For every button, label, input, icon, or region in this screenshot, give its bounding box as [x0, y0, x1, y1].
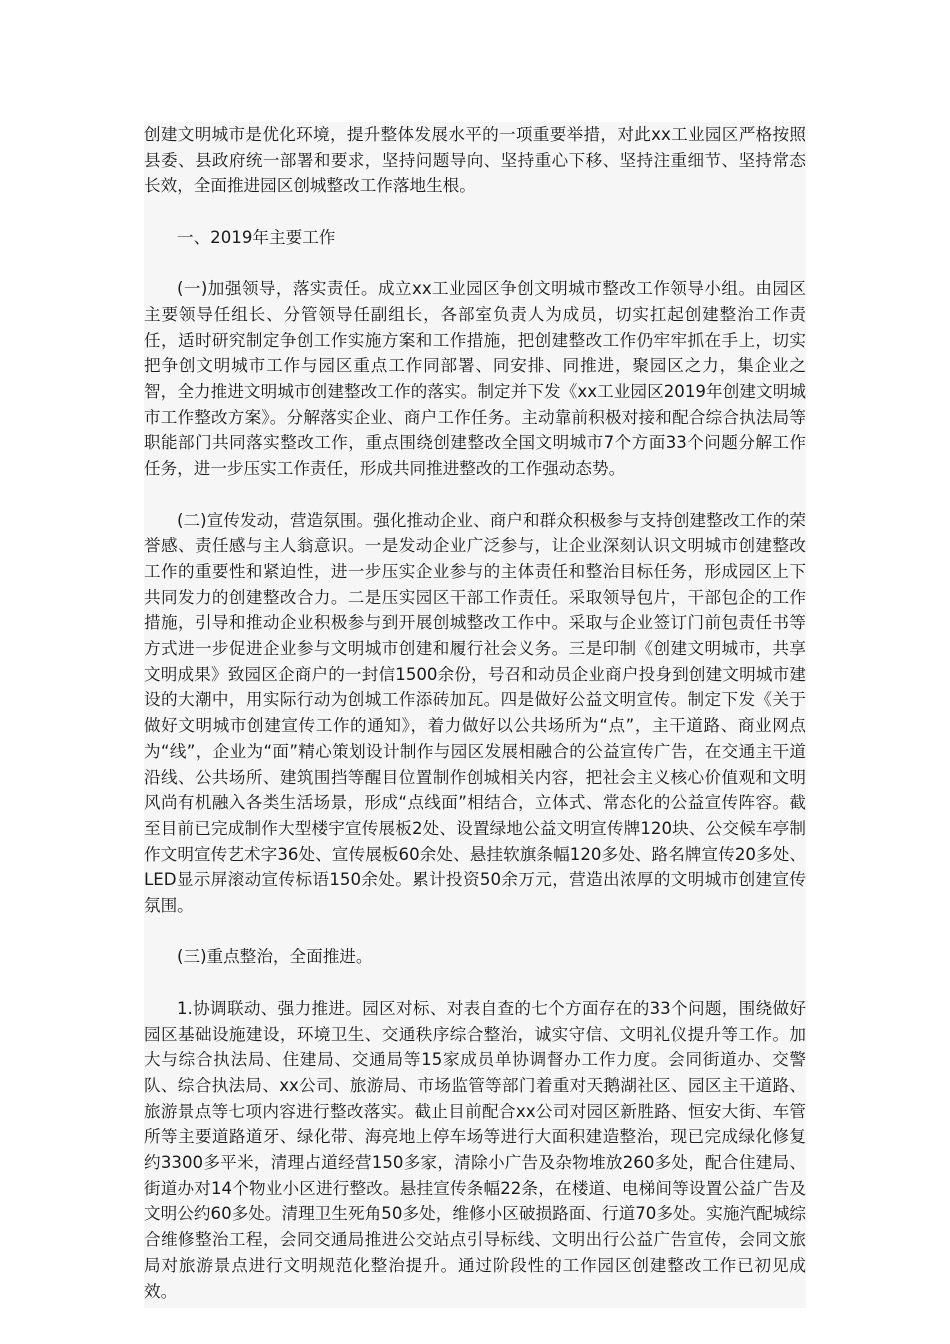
paragraph-leadership: (一)加强领导，落实责任。成立xx工业园区争创文明城市整改工作领导小组。由园区主要领导任组长、分管领导任副组长，各部室负责人为成员，切实扛起创建整治工作责任，适时研究制定争创工作实施方案和工作措施，把创建整改工作仍牢牢抓在手上，切实把争创文明城市工作与园区重点工作同部署、同安排、同推进，聚园区之力，集企业之智，全力推进文明城市创建整改工作的落实。制定并下发《xx工业园区2019年创建文明城市工作整改方案》。分解落实企业、商户工作任务。主动靠前积极对接和配合综合执法局等职能部门共同落实整改工作，重点围绕创建整改全国文明城市7个方面33个问题分解工作任务，进一步压实工作责任，形成共同推进整改的工作强动态势。: [144, 279, 806, 479]
section-heading: 一、2019年主要工作: [177, 227, 336, 247]
paragraph-rectification-heading: (三)重点整治，全面推进。: [177, 947, 373, 967]
paragraph-coordination: 1.协调联动、强力推进。园区对标、对表自查的七个方面存在的33个问题，围绕做好园区基础设施建设，环境卫生、交通秩序综合整治，诚实守信、文明礼仪提升等工作。加大与综合执法局、住建局、交通局等15家成员单协调督办工作力度。会同街道办、交警队、综合执法局、xx公司、旅游局、市场监管等部门着重对天鹅湖社区、园区主干道路、旅游景点等七项内容进行整改落实。截止目前配合xx公司对园区新胜路、恒安大街、车管所等主要道路道牙、绿化带、海亮地上停车场等进行大面积建造整治，现已完成绿化修复约3300多平米，清理占道经营150多家，清除小广告及杂物堆放260多处，配合住建局、街道办对14个物业小区进行整改。悬挂宣传条幅22条，在楼道、电梯间等设置公益广告及文明公约60多处。清理卫生死角50多处，维修小区破损路面、行道70多处。实施汽配城综合维修整治工程，会同交通局推进公交站点引导标线、文明出行公益广告宣传，会同文旅局对旅游景点进行文明规范化整治提升。通过阶段性的工作园区创建整改工作已初见成效。: [144, 998, 806, 1301]
intro-paragraph: 创建文明城市是优化环境，提升整体发展水平的一项重要举措，对此xx工业园区严格按照县委、县政府统一部署和要求，坚持问题导向、坚持重心下移、坚持注重细节、坚持常态长效，全面推进园区创城整改工作落地生根。: [144, 125, 806, 196]
paragraph-publicity: (二)宣传发动，营造氛围。强化推动企业、商户和群众积极参与支持创建整改工作的荣誉感、责任感与主人翁意识。一是发动企业广泛参与，让企业深刻认识文明城市创建整改工作的重要性和紧迫性，进一步压实企业参与的主体责任和整治目标任务，形成园区上下共同发力的创建整改合力。二是压实园区干部工作责任。采取领导包片，干部包企的工作措施，引导和推动企业积极参与到开展创城整改工作中。采取与企业签订门前包责任书等方式进一步促进企业参与文明城市创建和履行社会义务。三是印制《创建文明城市，共享文明成果》致园区企商户的一封信1500余份，号召和动员企业商户投身到创建文明城市建设的大潮中，用实际行动为创城工作添砖加瓦。四是做好公益文明宣传。制定下发《关于做好文明城市创建宣传工作的通知》，着力做好以公共场所为“点”，主干道路、商业网点为“线”，企业为“面”精心策划设计制作与园区发展相融合的公益宣传广告，在交通主干道沿线、公共场所、建筑围挡等醒目位置制作创城相关内容，把社会主义核心价值观和文明风尚有机融入各类生活场景，形成“点线面”相结合，立体式、常态化的公益宣传阵容。截至目前已完成制作大型楼宇宣传展板2处、设置绿地公益文明宣传牌120块、公交候车亭制作文明宣传艺术字36处、宣传展板60余处、悬挂软旗条幅120多处、路名牌宣传20多处、LED显示屏滚动宣传标语150余处。累计投资50余万元，营造出浓厚的文明城市创建宣传氛围。: [144, 510, 806, 916]
document-body: [144, 122, 806, 1308]
